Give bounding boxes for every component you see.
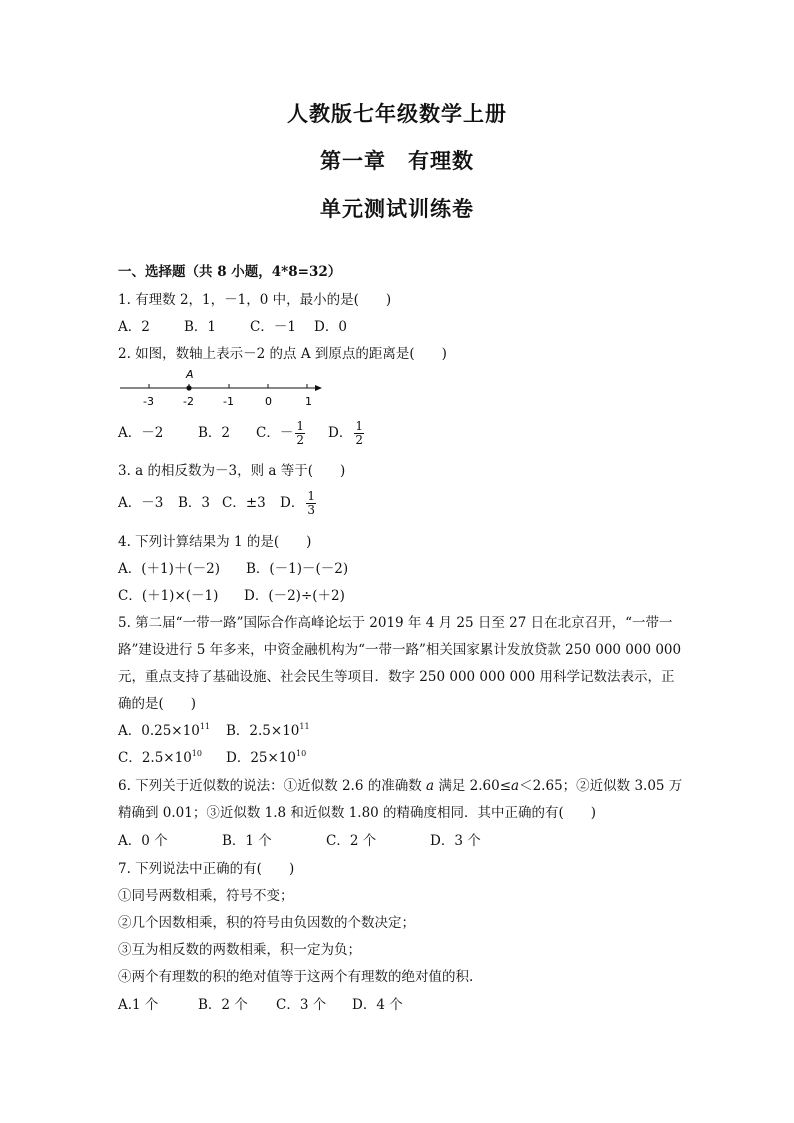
q6-option-a: A．0 个 (118, 833, 168, 849)
q7-statement-4: ④两个有理数的积的绝对值等于这两个有理数的绝对值的积. (118, 969, 474, 985)
fraction-numerator: 1 (307, 489, 315, 503)
fraction-denominator: 2 (296, 433, 304, 447)
q7-option-c: C．3 个 (276, 997, 327, 1013)
q6-line-2: 精确到 0.01；③近似数 1.8 和近似数 1.80 的精确度相同．其中正确的有( ) (118, 805, 597, 821)
fraction-numerator: 1 (355, 419, 363, 433)
q6-options (118, 829, 481, 849)
q5-option-b-base: B．2.5×10 (226, 723, 300, 739)
q5-option-b-exponent: 11 (299, 722, 310, 731)
fraction-denominator: 2 (355, 433, 363, 447)
fraction-numerator: 1 (296, 419, 304, 433)
q7-options (118, 993, 403, 1013)
q5-option-a-base: A．0.25×10 (118, 723, 200, 739)
q1-stem: 1. 有理数 2，1，－1，0 中，最小的是( ) (118, 292, 392, 308)
point-a-label: A (186, 368, 194, 381)
q6-text: ＜2.65；②近似数 3.05 万 (519, 778, 683, 794)
fraction (354, 420, 364, 447)
q5-option-d-base: D．25×10 (226, 750, 296, 766)
q3-stem: 3. a 的相反数为－3，则 a 等于( ) (118, 463, 346, 479)
q1-options (118, 315, 347, 335)
q7-option-b: B．2 个 (198, 997, 248, 1013)
q2-option-b: B．2 (198, 425, 231, 441)
fraction (295, 420, 305, 447)
q4-option-a: A．(＋1)＋(－2) (118, 561, 220, 577)
q3-option-b: B．3 (178, 495, 211, 511)
q7-option-d: D．4 个 (352, 997, 403, 1013)
tick-label: -1 (223, 395, 234, 408)
q2-options (118, 415, 364, 451)
doc-title: 人教版七年级数学上册 (287, 101, 507, 126)
chapter-title: 第一章 有理数 (320, 148, 474, 173)
q1-option-a: A．2 (118, 319, 150, 335)
q7-option-a: A.1 个 (118, 997, 159, 1013)
q6-line-1 (118, 774, 682, 794)
q3-option-a: A．－3 (118, 495, 164, 511)
q4-options-row2 (118, 584, 345, 604)
q3-option-d (280, 485, 316, 521)
q2-option-d-prefix: D． (328, 425, 353, 441)
q7-statement-2: ②几个因数相乘，积的符号由负因数的个数决定； (118, 915, 415, 931)
q7-statement-1: ①同号两数相乘，符号不变； (118, 888, 294, 904)
q2-option-d (328, 415, 364, 451)
q5-option-d-exponent: 10 (296, 749, 307, 758)
q5-line-3: 元，重点支持了基础设施、社会民生等项目．数字 250 000 000 000 用科学记数法表示，正 (118, 669, 675, 685)
q5-option-c (118, 746, 226, 766)
q6-variable: a (426, 778, 435, 794)
q7-stem: 7. 下列说法中正确的有( ) (118, 861, 295, 877)
q3-option-c: C．±3 (222, 495, 266, 511)
test-title: 单元测试训练卷 (320, 196, 474, 221)
q2-stem: 2. 如图，数轴上表示－2 的点 A 到原点的距离是( ) (118, 346, 447, 362)
tick-label: 1 (305, 395, 312, 408)
q6-text: 6. 下列关于近似数的说法：①近似数 2.6 的准确数 (118, 778, 427, 794)
q2-option-a: A．－2 (118, 425, 164, 441)
number-line-arrow (315, 385, 322, 391)
q6-option-b: B．1 个 (222, 833, 272, 849)
q1-option-b: B．1 (184, 319, 217, 335)
q4-option-b: B．(－1)－(－2) (246, 561, 349, 577)
q6-variable: a (511, 778, 520, 794)
q6-text: 满足 2.60≤ (434, 778, 512, 794)
q4-option-c: C．(＋1)×(－1) (118, 588, 219, 604)
q2-option-c (256, 415, 328, 451)
q1-option-d: D．0 (314, 319, 347, 335)
q5-options-row1 (118, 719, 310, 739)
q5-option-b (226, 719, 310, 739)
q5-option-a (118, 719, 226, 739)
q2-option-c-prefix: C．－ (256, 425, 294, 441)
q5-option-d (226, 746, 306, 766)
q4-stem: 4. 下列计算结果为 1 的是( ) (118, 534, 312, 550)
q5-line-2: 路”建设进行 5 年多来，中资金融机构为“一带一路”相关国家累计发放贷款 250 000 000 000 (118, 642, 682, 658)
q5-option-a-exponent: 11 (199, 722, 210, 731)
q5-option-c-base: C．2.5×10 (118, 750, 192, 766)
q5-line-1: 5. 第二届“一带一路”国际合作高峰论坛于 2019 年 4 月 25 日至 27 日在北京召开，“一带一 (118, 615, 673, 631)
q1-option-c: C．－1 (250, 319, 296, 335)
q4-option-d: D．(－2)÷(＋2) (244, 588, 345, 604)
q5-line-4: 确的是( ) (118, 696, 197, 712)
q6-option-d: D．3 个 (430, 833, 481, 849)
fraction (306, 490, 316, 517)
q5-options-row2 (118, 746, 306, 766)
tick-label: 0 (265, 395, 272, 408)
fraction-denominator: 3 (307, 503, 315, 517)
q4-options-row1 (118, 557, 348, 577)
q6-option-c: C．2 个 (326, 833, 377, 849)
q3-options (118, 485, 316, 521)
q7-statement-3: ③互为相反数的两数相乘，积一定为负； (118, 942, 361, 958)
number-line-figure (118, 364, 328, 410)
section-heading: 一、选择题（共 8 小题，4*8=32） (118, 264, 342, 280)
tick-label: -2 (183, 395, 194, 408)
tick-label: -3 (143, 395, 154, 408)
q5-option-c-exponent: 10 (191, 749, 202, 758)
point-a-dot (186, 385, 191, 390)
q3-option-d-prefix: D． (280, 495, 305, 511)
